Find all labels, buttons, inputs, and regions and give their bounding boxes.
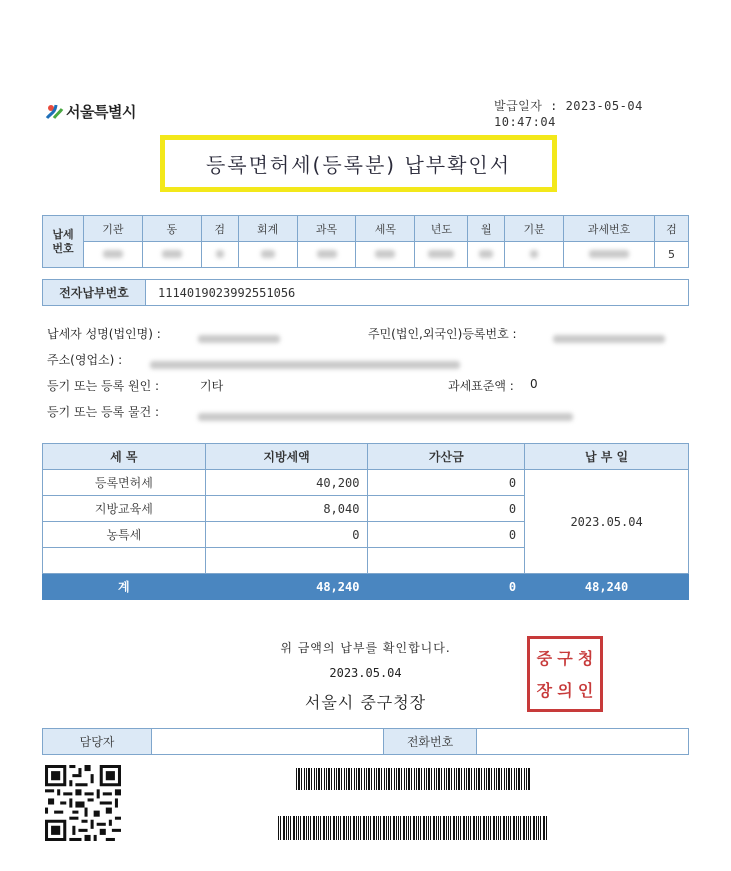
manager-label: 담당자 [43, 729, 152, 755]
col-month: 월 [468, 216, 505, 242]
tax-number-table [42, 215, 689, 268]
col-period: 기분 [505, 216, 564, 242]
issue-time: 10:47:04 [494, 115, 556, 129]
taxpayer-name-label: 납세자 성명(법인명) : [47, 327, 161, 341]
total-label: 계 [43, 574, 206, 600]
row-penalty: 0 [368, 522, 525, 548]
total-amount: 48,240 [205, 574, 368, 600]
empty-cell [43, 548, 206, 574]
row-item: 등록면허세 [43, 470, 206, 496]
val-check [201, 242, 238, 268]
val-tax-number [564, 242, 655, 268]
registration-number-label: 주민(법인,외국인)등록번호 : [368, 327, 517, 341]
row-penalty: 0 [368, 470, 525, 496]
contact-table [42, 728, 689, 755]
registration-object-value [198, 406, 573, 425]
phone-value [477, 729, 689, 755]
col-check: 검 [201, 216, 238, 242]
seal-char: 인 [577, 681, 594, 700]
registration-object-label: 등기 또는 등록 물건 : [47, 405, 160, 419]
header-penalty: 가산금 [368, 444, 525, 470]
val-year [415, 242, 468, 268]
row-amount: 8,040 [205, 496, 368, 522]
col-check-2: 검 [655, 216, 689, 242]
address-label: 주소(영업소) : [47, 353, 123, 367]
seoul-logo [44, 100, 136, 122]
val-subject [297, 242, 356, 268]
val-tax-item [356, 242, 415, 268]
confirmation-date: 2023.05.04 [329, 666, 402, 680]
barcode-bottom [278, 816, 548, 840]
row-penalty: 0 [368, 496, 525, 522]
col-agency: 기관 [83, 216, 142, 242]
seal-char: 의 [557, 681, 573, 700]
electronic-payment-number: 1114019023992551056 [146, 280, 689, 306]
barcode-top [296, 768, 531, 790]
registration-reason-value: 기타 [200, 379, 224, 393]
seal-char: 장 [536, 681, 553, 700]
val-check-2: 5 [655, 242, 689, 268]
col-dong: 동 [142, 216, 201, 242]
payment-date: 2023.05.04 [525, 470, 689, 574]
qr-code-icon [45, 765, 121, 841]
electronic-payment-table [42, 279, 689, 306]
col-tax-number: 과세번호 [564, 216, 655, 242]
address-value [150, 354, 460, 373]
tax-amount-table [42, 443, 689, 600]
tax-standard-value: 0 [530, 377, 538, 391]
electronic-payment-label: 전자납부번호 [43, 280, 146, 306]
phone-label: 전화번호 [384, 729, 477, 755]
logo-text: 서울특별시 [66, 102, 136, 121]
col-subject: 과목 [297, 216, 356, 242]
tax-number-row-label: 납세 번호 [43, 216, 84, 268]
confirmation-text: 위 금액의 납부를 확인합니다. [280, 641, 451, 655]
row-item: 농특세 [43, 522, 206, 548]
seal-char: 중 [536, 649, 553, 668]
empty-cell [205, 548, 368, 574]
header-payment-date: 납 부 일 [525, 444, 689, 470]
header-tax-item: 세 목 [43, 444, 206, 470]
issue-label: 발급일자 : [494, 99, 558, 113]
taxpayer-name-value [198, 328, 280, 347]
seal-char: 구 [557, 649, 573, 668]
val-month [468, 242, 505, 268]
col-account: 회계 [238, 216, 297, 242]
total-sum: 48,240 [525, 574, 689, 600]
manager-value [152, 729, 384, 755]
document-title: 등록면허세(등록분) 납부확인서 [205, 153, 512, 177]
row-item: 지방교육세 [43, 496, 206, 522]
registration-reason-label: 등기 또는 등록 원인 : [47, 379, 160, 393]
official-seal-icon [527, 636, 603, 712]
tax-standard-label: 과세표준액 : [448, 379, 514, 393]
registration-number-value [553, 328, 665, 347]
row-amount: 40,200 [205, 470, 368, 496]
val-dong [142, 242, 201, 268]
val-agency [83, 242, 142, 268]
seal-char: 청 [577, 649, 594, 668]
title-highlight-box [160, 135, 557, 192]
col-year: 년도 [415, 216, 468, 242]
total-row [43, 574, 689, 600]
total-penalty: 0 [368, 574, 525, 600]
issue-date: 2023-05-04 [565, 99, 643, 113]
header-local-tax: 지방세액 [205, 444, 368, 470]
table-row [43, 470, 689, 496]
row-amount: 0 [205, 522, 368, 548]
issuer-name: 서울시 중구청장 [304, 693, 427, 712]
seoul-symbol-icon [44, 101, 64, 121]
empty-cell [368, 548, 525, 574]
issue-info [494, 98, 643, 130]
col-tax-item: 세목 [356, 216, 415, 242]
val-account [238, 242, 297, 268]
val-period [505, 242, 564, 268]
